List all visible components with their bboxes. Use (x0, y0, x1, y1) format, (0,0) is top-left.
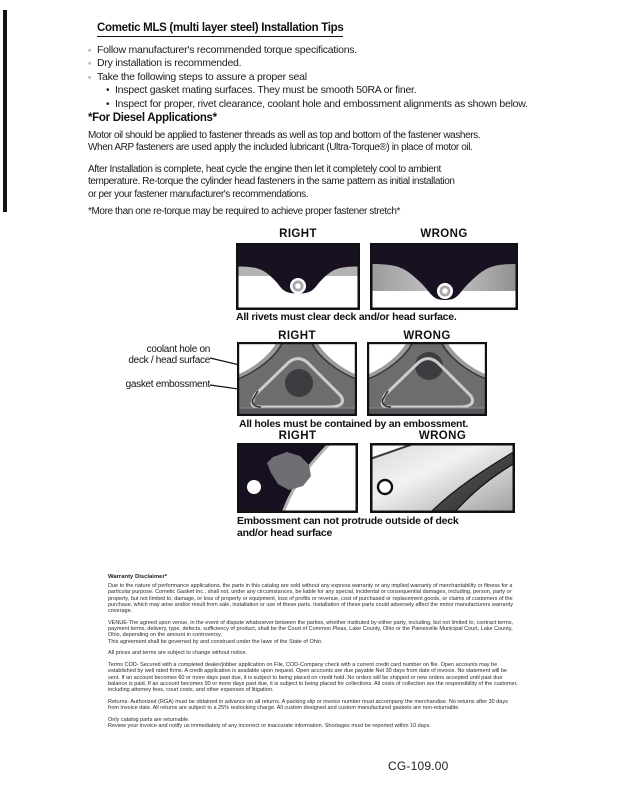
diesel-paragraph-2 (88, 164, 455, 201)
paragraph-line: When ARP fasteners are used apply the included lubricant (Ultra-Torque®) in place of motor oil. (88, 142, 473, 154)
paragraph-line: or per your fastener manufacturer's recommendations. (88, 188, 309, 200)
legal-line: Terms COD- Secured with a completed dealer/jobber application on File, COD-Company check with a current credit card number on file. Open accounts may be established by well rated firms. A credit application is available upon request. Open accounts are due payable Net 30 days from date of invoice. No statement will be sent. If an account becomes 60 or more days past due, it is subject to being placed on credit hold. No orders will be shipped or new orders accepted until past due balance is paid. If an account becomes 90 or more days past due, it is subject to being placed for collections. All costs of collection are the responsibility of the customer, including attorney fees, court costs, and other expenses of litigation. (108, 662, 518, 694)
circle-bullet-icon: ◦ (88, 71, 91, 82)
tip-item (88, 57, 528, 70)
page-number: CG-109.00 (388, 759, 449, 773)
tip-text: Take the following steps to assure a proper seal (97, 70, 307, 83)
gasket-embossment-label: gasket embossment (125, 379, 210, 390)
paragraph-line: temperature. Re-torque the cylinder head fasteners in the same pattern as initial installation (88, 176, 455, 188)
wrong-label: WRONG (420, 228, 468, 240)
legal-line: This agreement shall be governed by and construed under the laws of the State of Ohio. (108, 638, 323, 645)
row3-caption (237, 516, 458, 539)
coolant-hole-icon (285, 369, 313, 397)
dot-bullet-icon: • (106, 85, 110, 97)
embossment-containment-right-diagram (237, 342, 357, 416)
tip-item (88, 44, 528, 57)
tip-text: Inspect gasket mating surfaces. They must be smooth 50RA or finer. (115, 84, 417, 97)
right-label: RIGHT (278, 330, 316, 342)
bolt-hole-icon (378, 480, 392, 494)
row1-caption: All rivets must clear deck and/or head surface. (236, 311, 457, 323)
coolant-hole-icon (415, 352, 443, 380)
circle-bullet-icon: ◦ (88, 45, 91, 55)
page-title: Cometic MLS (multi layer steel) Installation Tips (97, 22, 343, 37)
label-line: coolant hole on (146, 344, 210, 355)
diesel-paragraph-1 (88, 130, 480, 155)
legal-paragraph (108, 650, 520, 656)
coolant-hole-label (118, 345, 210, 367)
tip-text: Inspect for proper, rivet clearance, coolant hole and embossment alignments as shown below. (115, 97, 528, 110)
tip-text: Dry installation is recommended. (97, 57, 242, 70)
paragraph-line: After Installation is complete, heat cycle the engine then let it completely cool to ambient (88, 164, 441, 175)
wrong-label: WRONG (418, 430, 467, 442)
tip-sub-item (88, 84, 528, 97)
protrusion-right-diagram (237, 443, 358, 513)
circle-bullet-icon: ◦ (88, 58, 91, 69)
paragraph-line: Motor oil should be applied to fastener threads as well as top and bottom of the fastener washers. (88, 130, 481, 141)
warranty-disclaimer-heading: Warranty Disclaimer* (108, 574, 168, 580)
legal-paragraph (108, 699, 520, 712)
dot-bullet-icon: • (106, 98, 110, 110)
tip-text: Follow manufacturer's recommended torque specifications. (97, 44, 357, 56)
legal-line: Returns- Authorized (RGA) must be obtained in advance on all returns. A packing slip or invoice number must accompany the merchandise. No returns after 30 days from invoice date. All returns are subject to a 25% restocking charge. All custom designed and custom manufactured gaskets are non-returnable. (108, 699, 508, 712)
installation-tips-list (88, 44, 528, 111)
bolt-hole-icon (247, 480, 261, 494)
legal-line: All prices and terms are subject to change without notice. (108, 650, 248, 657)
wrong-label: WRONG (403, 330, 451, 342)
legal-line: Only catalog parts are returnable. (108, 717, 190, 723)
caption-line: and/or head surface (237, 526, 333, 539)
rivet-clearance-wrong-diagram (370, 243, 518, 310)
legal-paragraph (108, 662, 520, 693)
protrusion-wrong-diagram (370, 443, 515, 513)
rivet-clearance-right-diagram (236, 243, 360, 310)
legal-paragraph (108, 620, 520, 645)
retorque-note: *More than one re-torque may be required to achieve proper fastener stretch* (88, 206, 401, 217)
diesel-section-heading: *For Diesel Applications* (88, 112, 217, 124)
legal-text (108, 583, 520, 735)
embossment-containment-wrong-diagram (367, 342, 487, 416)
caption-line: Embossment can not protrude outside of deck (237, 515, 459, 527)
tip-item (88, 71, 528, 84)
label-line: deck / head surface (128, 354, 210, 366)
legal-line: Due to the nature of performance applications, the parts in this catalog are sold without any express warranty or any implied warranty of merchantability or fitness for a particular purpose. Cometic Gasket Inc., shall not, under any circumstances, be liable for any special, incidental or consequential damages, including, person, party or property, but not limited to, damage, or loss of property or equipment, loss of profits or revenue, cost of purchased or replacement goods, or claims of customers of the purchase, which may arise and/or result from sale, installation or use of these parts. Installation of these parts could adversely affect the motor manufacturers warranty coverage. (108, 583, 513, 615)
legal-line: Review your invoice and notify us immediately of any incorrect or inaccurate information. Shortages must be reported within 10 days. (108, 723, 431, 730)
legal-paragraph (108, 717, 520, 730)
right-label: RIGHT (278, 430, 317, 442)
row2-caption: All holes must be contained by an embossment. (239, 418, 469, 430)
tip-sub-item (88, 98, 528, 111)
legal-line: VENUE-The agreed upon venue, in the event of dispute whatsoever between the parties, whether instituted by either party, including, but not limited to, contract terms, payment terms, delivery, type, defects, sufficiency of product, shall be the Court of Common Pleas, Lake County, Ohio or the Painesville Municipal Court, Lake County, Ohio, depending on the amount in controversy. (108, 619, 513, 639)
page-edge-mark (3, 10, 7, 212)
right-label: RIGHT (279, 228, 317, 240)
legal-paragraph (108, 583, 520, 614)
